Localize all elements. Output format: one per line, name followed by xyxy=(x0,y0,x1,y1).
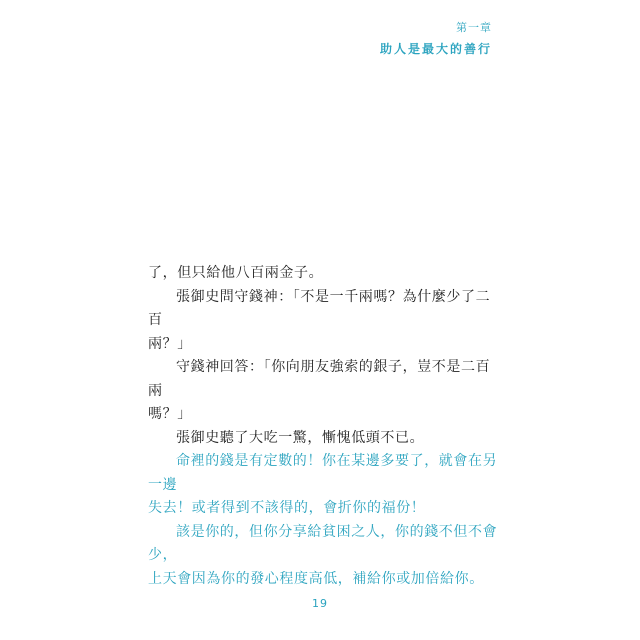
paragraph-2 xyxy=(148,286,498,357)
line: 嗎？」 xyxy=(148,406,192,422)
running-header xyxy=(380,20,492,58)
body-text xyxy=(148,262,498,591)
line: 失去！或者得到不該得的，會折你的福份！ xyxy=(148,500,426,516)
line: 張御史聽了大吃一驚，慚愧低頭不已。 xyxy=(176,429,425,446)
paragraph-3 xyxy=(148,356,498,427)
paragraph-1 xyxy=(148,262,498,286)
line: 張御史問守錢神：「不是一千兩嗎？為什麼少了二百 xyxy=(148,288,491,328)
line: 守錢神回答：「你向朋友強索的銀子，豈不是二百兩 xyxy=(148,359,491,399)
highlight-paragraph-2 xyxy=(148,521,498,592)
paragraph-4 xyxy=(148,427,498,451)
line: 兩？」 xyxy=(148,335,192,352)
line: 了，但只給他八百兩金子。 xyxy=(148,265,324,281)
line: 上天會因為你的發心程度高低，補給你或加倍給你。 xyxy=(148,570,484,587)
highlight-paragraph-1 xyxy=(148,450,498,521)
chapter-label: 第一章 xyxy=(456,21,492,34)
page-number: 19 xyxy=(312,597,328,610)
line: 命裡的錢是有定數的！你在某邊多要了，就會在另一邊 xyxy=(148,453,498,493)
chapter-title: 助人是最大的善行 xyxy=(379,42,492,56)
line: 該是你的，但你分享給貧困之人，你的錢不但不會少， xyxy=(148,523,498,563)
